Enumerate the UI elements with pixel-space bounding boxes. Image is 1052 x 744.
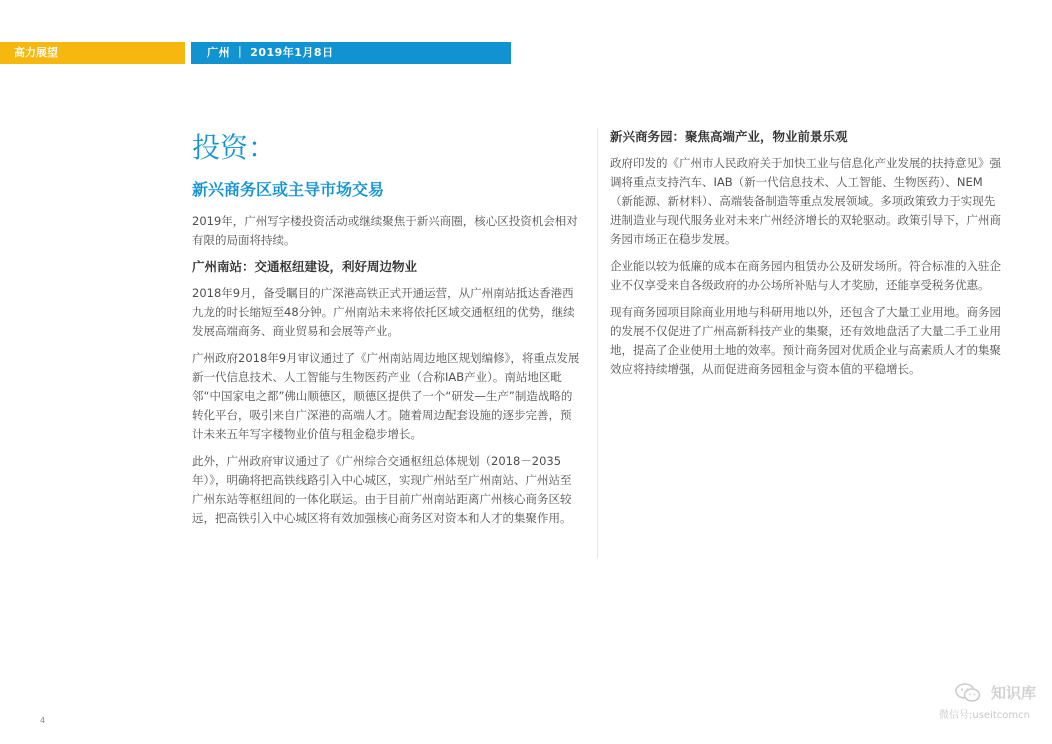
paragraph: 政府印发的《广州市人民政府关于加快工业与信息化产业发展的扶持意见》强调将重点支持汽车、IAB（新一代信息技术、人工智能、生物医药）、NEM（新能源、新材料）、高端装备制造等重点发展领域。多项政策致力于实现先进制造业与现代服务业对未来广州经济增长的双轮驱动。政策引导下，广州商务园市场正在稳步发展。 [610, 156, 1001, 246]
paragraph: 广州政府2018年9月审议通过了《广州南站周边地区规划编修》，将重点发展新一代信息技术、人工智能与生物医药产业（合称IAB产业）。南站地区毗邻“中国家电之都”佛山顺德区，顺德区提供了一个“研发—生产”制造战略的转化平台，吸引来自广深港的高端人才。随着周边配套设施的逐步完善，预计未来五年写字楼物业价值与租金稳步增长。 [192, 351, 580, 441]
page-title: 投资： [192, 131, 277, 164]
left-column [192, 130, 582, 536]
paragraph: 现有商务园项目除商业用地与科研用地以外，还包含了大量工业用地。商务园的发展不仅促进了广州高新科技产业的集聚，还有效地盘活了大量二手工业用地，提高了企业使用土地的效率。预计商务园对优质企业与高素质人才的集聚效应将持续增强，从而促进商务园租金与资本值的平稳增长。 [610, 305, 1001, 376]
page-subtitle: 新兴商务区或主导市场交易 [192, 180, 385, 199]
paragraph: 2018年9月，备受瞩目的广深港高铁正式开通运营，从广州南站抵达香港西九龙的时长缩短至48分钟。广州南站未来将依托区域交通枢纽的优势，继续发展高端商务、商业贸易和会展等产业。 [192, 286, 575, 338]
header-tag: 高力展望 [0, 42, 185, 64]
page-number: 4 [40, 716, 46, 725]
right-column [610, 128, 1002, 387]
paragraph: 企业能以较为低廉的成本在商务园内租赁办公及研发场所。符合标准的入驻企业不仅享受来自各级政府的办公场所补贴与人才奖励，还能享受税务优惠。 [610, 259, 1001, 292]
watermark-subtitle: 微信号:useitcomcn [939, 710, 1030, 721]
wechat-icon [955, 682, 981, 704]
watermark-title: 知识库 [991, 684, 1037, 702]
column-divider [597, 128, 598, 558]
section-heading-south-station: 广州南站：交通枢纽建设，利好周边物业 [192, 259, 418, 274]
paragraph: 此外，广州政府审议通过了《广州综合交通枢纽总体规划（2018－2035年）》，明确将把高铁线路引入中心城区，实现广州站至广州南站、广州站至广州东站等枢纽间的一体化联运。由于目前广州南站距离广州核心商务区较远，把高铁引入中心城区将有效加强核心商务区对资本和人才的集聚作用。 [192, 454, 572, 525]
watermark [935, 680, 1047, 724]
section-heading-business-park: 新兴商务园：聚焦高端产业，物业前景乐观 [610, 129, 848, 144]
header-location-date: 广州 ｜ 2019年1月8日 [191, 42, 511, 64]
intro-paragraph: 2019年，广州写字楼投资活动或继续聚焦于新兴商圈，核心区投资机会相对有限的局面将持续。 [192, 214, 578, 247]
